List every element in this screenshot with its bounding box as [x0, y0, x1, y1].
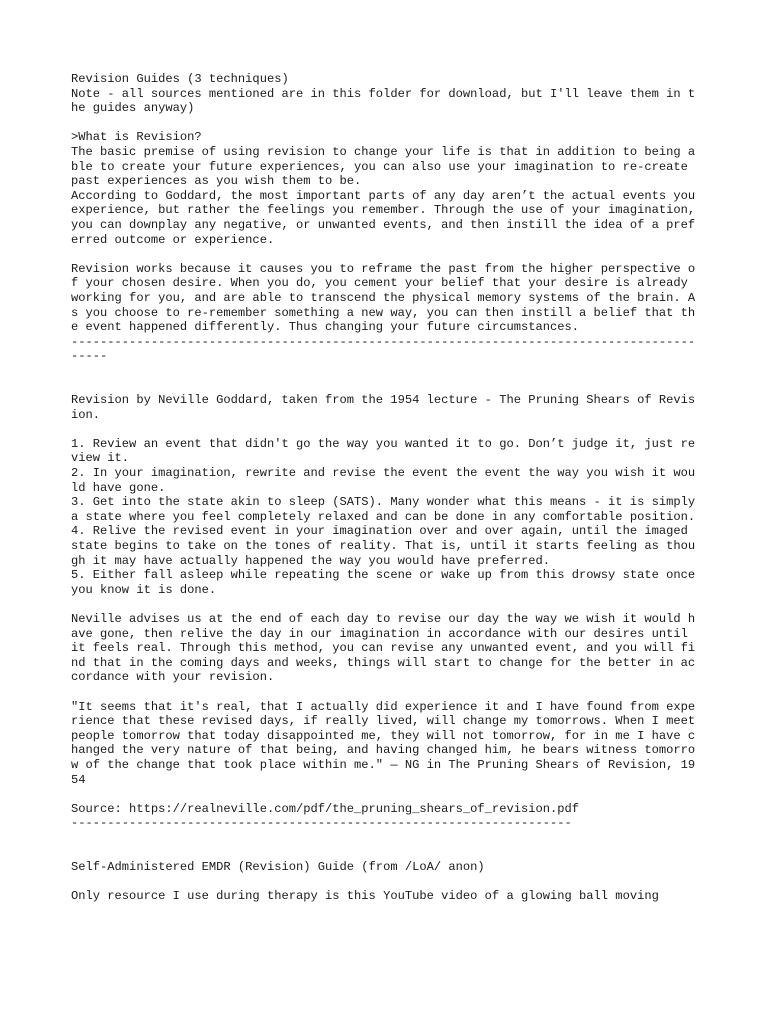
list-item: 5. Either fall asleep while repeating the scene or wake up from this drowsy state once you know it is done. — [71, 568, 703, 597]
what-is-revision-section — [71, 130, 701, 364]
paragraph: The basic premise of using revision to change your life is that in addition to being able to create your future experiences, you can also use your imagination to re-create past experiences as you wish them to be. — [71, 144, 696, 189]
emdr-section — [71, 860, 701, 904]
list-item: 1. Review an event that didn't go the way you wanted it to go. Don’t judge it, just review it. — [71, 436, 696, 466]
divider-line: --------------------------------------------------------------------- — [71, 816, 572, 831]
document-title: Revision Guides (3 techniques) — [71, 72, 289, 86]
list-item: 2. In your imagination, rewrite and revise the event the event the way you wish it would have gone. — [71, 466, 696, 495]
paragraph: Only resource I use during therapy is this YouTube video of a glowing ball moving — [71, 889, 659, 904]
section-heading: >What is Revision? — [71, 130, 202, 145]
list-item: 4. Relive the revised event in your imagination over and over again, until the imaged state begins to take on the tones of reality. That is, until it starts feeling as though it may have actually happened the way you would have preferred. — [71, 524, 696, 568]
paragraph: According to Goddard, the most important parts of any day aren’t the actual events you experience, but rather the feelings you remember. Through the use of your imagination, you can downplay any negative, or unwanted events, and then instill the idea of a preferred outcome or experience. — [71, 188, 703, 247]
paragraph: Neville advises us at the end of each day to revise our day the way we wish it would have gone, then relive the day in our imagination in accordance with our desires until it feels real. Through this method, you can revise any unwanted event, and you will find that in the coming days and weeks, things will start to change for the better in accordance with your revision. — [71, 611, 696, 685]
divider-line: ------------------------------------------------------------------------------------------- — [71, 334, 696, 364]
paragraph: Revision works because it causes you to reframe the past from the higher perspective of your chosen desire. When you do, you cement your belief that your desire is already working for you, and are able to transcend the physical memory systems of the brain. As you choose to re-remember something a new way, you can then instill a belief that the event happened differently. Thus changing your future circumstances. — [71, 261, 696, 335]
section-heading: Self-Administered EMDR (Revision) Guide (from /LoA/ anon) — [71, 860, 485, 875]
neville-section — [71, 393, 701, 831]
quote: "It seems that it's real, that I actually did experience it and I have found from experience that these revised days, if really lived, will change my tomorrows. When I meet people tomorrow that today disappointed me, they will not tomorrow, for in me I have changed the very nature of that being, and having changed him, he bears witness tomorrow of the change that took place within me." — NG in The Pruning Shears of Revision, 1954 — [71, 699, 703, 787]
list-item: 3. Get into the state akin to sleep (SATS). Many wonder what this means - it is simply a state where you feel completely relaxed and can be done in any comfortable position. — [71, 495, 703, 524]
document-page — [71, 72, 701, 904]
source-link: Source: https://realneville.com/pdf/the_pruning_shears_of_revision.pdf — [71, 801, 580, 816]
section-heading: Revision by Neville Goddard, taken from the 1954 lecture - The Pruning Shears of Revision. — [71, 393, 696, 422]
intro-section — [71, 72, 701, 116]
intro-note: Note - all sources mentioned are in this folder for download, but I'll leave them in the guides anyway) — [71, 86, 696, 116]
